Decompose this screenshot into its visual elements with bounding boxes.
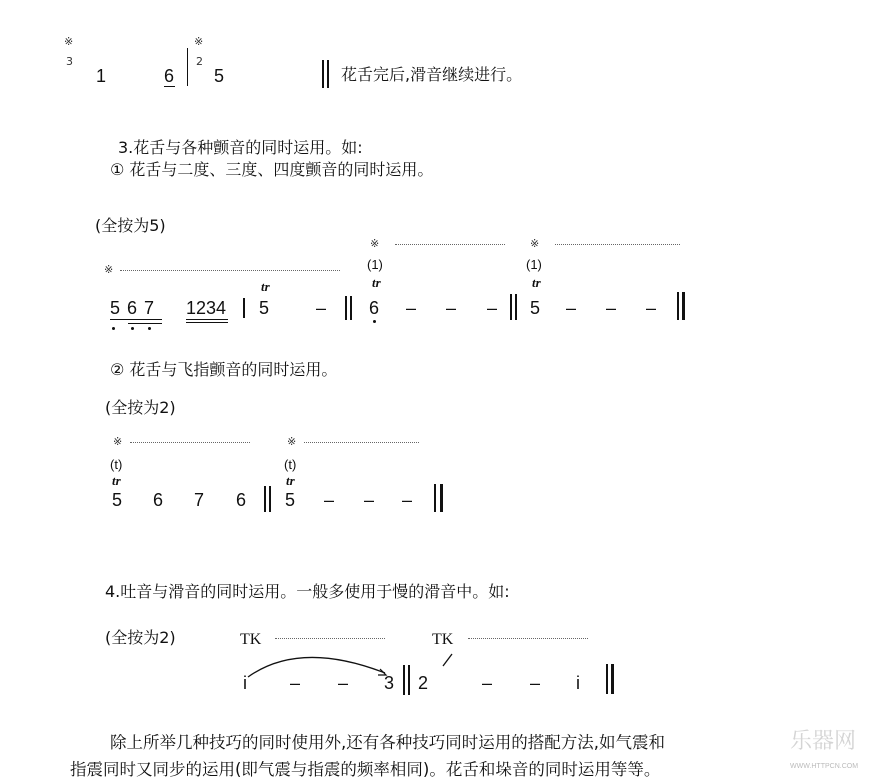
interval-mark: (1) xyxy=(526,257,542,272)
note: 2 xyxy=(418,673,429,693)
dash: – xyxy=(530,673,541,693)
flutter-tongue-mark: ※ xyxy=(194,35,204,48)
note: 5 xyxy=(530,298,541,318)
section-3-sub-1: ① 花舌与二度、三度、四度颤音的同时运用。 xyxy=(110,160,434,179)
dash: – xyxy=(446,298,457,318)
key-label: (全按为2) xyxy=(105,398,176,417)
trill-mark: tr xyxy=(532,275,541,290)
key-label: (全按为2) xyxy=(105,628,176,647)
note: i xyxy=(243,673,247,693)
double-barline xyxy=(440,484,443,512)
note: 6 xyxy=(153,490,164,510)
trill-mark: tr xyxy=(112,473,121,488)
continuation-line xyxy=(468,638,588,639)
note: 5 xyxy=(259,298,270,318)
slide-arrow xyxy=(440,650,460,670)
double-barline xyxy=(510,294,512,320)
dash: – xyxy=(402,490,413,510)
underline xyxy=(186,322,228,323)
section-3-heading: 3.花舌与各种颤音的同时运用。如: xyxy=(118,138,363,157)
key-label: (全按为5) xyxy=(95,216,166,235)
section-3-sub-2: ② 花舌与飞指颤音的同时运用。 xyxy=(110,360,338,379)
note: 5 xyxy=(285,490,296,510)
underline xyxy=(186,319,228,320)
note: 1 xyxy=(96,66,107,86)
low-octave-dot xyxy=(112,327,115,330)
note-group: 5 6 7 xyxy=(110,298,155,318)
note: 3 xyxy=(384,673,395,693)
watermark-logo: 乐器网 xyxy=(790,728,857,753)
double-barline xyxy=(322,60,324,88)
low-octave-dot xyxy=(373,320,376,323)
paragraph-line-2: 指震同时又同步的运用(即气震与指震的频率相同)。花舌和垛音的同时运用等等。 xyxy=(70,760,661,779)
double-barline xyxy=(515,294,517,320)
grace-note: 2 xyxy=(196,55,203,68)
continuation-line xyxy=(130,442,250,443)
underline xyxy=(164,86,175,87)
double-barline xyxy=(264,486,266,512)
fly-finger-mark: (t) xyxy=(110,457,123,472)
dash: – xyxy=(364,490,375,510)
note: 6 xyxy=(236,490,247,510)
double-barline xyxy=(677,292,679,320)
flutter-tongue-mark: ※ xyxy=(104,263,114,276)
double-barline xyxy=(682,292,685,320)
tongue-mark: TK xyxy=(240,631,262,648)
underline xyxy=(128,323,162,324)
dash: – xyxy=(324,490,335,510)
continuation-line xyxy=(304,442,419,443)
note: 5 xyxy=(214,66,225,86)
note: 6 xyxy=(164,66,175,86)
underline xyxy=(110,319,162,320)
continuation-line xyxy=(275,638,385,639)
flutter-tongue-mark: ※ xyxy=(530,237,540,250)
trill-mark: tr xyxy=(372,275,381,290)
double-barline xyxy=(403,665,405,695)
section-4-heading: 4.吐音与滑音的同时运用。一般多使用于慢的滑音中。如: xyxy=(105,582,510,601)
note: 6 xyxy=(369,298,380,318)
note-group: 1234 xyxy=(186,298,227,318)
double-barline xyxy=(611,664,614,694)
dash: – xyxy=(338,673,349,693)
trill-mark: tr xyxy=(261,279,270,294)
double-barline xyxy=(350,296,352,320)
tongue-mark: TK xyxy=(432,631,454,648)
double-barline xyxy=(327,60,329,88)
low-octave-dot xyxy=(148,327,151,330)
double-barline xyxy=(408,665,410,695)
continuation-line xyxy=(555,244,680,245)
dash: – xyxy=(606,298,617,318)
interval-mark: (1) xyxy=(367,257,383,272)
flutter-tongue-mark: ※ xyxy=(370,237,380,250)
note: 5 xyxy=(112,490,123,510)
dash: – xyxy=(566,298,577,318)
continuation-line xyxy=(395,244,505,245)
flutter-tongue-mark: ※ xyxy=(113,435,123,448)
flutter-tongue-mark: ※ xyxy=(64,35,74,48)
double-barline xyxy=(434,484,436,512)
dash: – xyxy=(316,298,327,318)
watermark-url: WWW.HTTPCN.COM xyxy=(790,763,859,770)
note: i xyxy=(576,673,580,693)
paragraph-line-1: 除上所举几种技巧的同时使用外,还有各种技巧同时运用的搭配方法,如气震和 xyxy=(110,733,665,752)
flutter-tongue-mark: ※ xyxy=(287,435,297,448)
double-barline xyxy=(269,486,271,512)
trill-mark: tr xyxy=(286,473,295,488)
double-barline xyxy=(606,664,608,694)
continuation-line xyxy=(120,270,340,271)
dash: – xyxy=(487,298,498,318)
barline xyxy=(187,48,188,86)
low-octave-dot xyxy=(131,327,134,330)
note: 7 xyxy=(194,490,205,510)
dash: – xyxy=(290,673,301,693)
barline xyxy=(243,298,245,318)
fly-finger-mark: (t) xyxy=(284,457,297,472)
dash: – xyxy=(406,298,417,318)
example-1-caption: 花舌完后,滑音继续进行。 xyxy=(341,65,523,84)
dash: – xyxy=(646,298,657,318)
grace-note: 3 xyxy=(66,55,73,68)
dash: – xyxy=(482,673,493,693)
slide-arc xyxy=(240,645,400,685)
double-barline xyxy=(345,296,347,320)
